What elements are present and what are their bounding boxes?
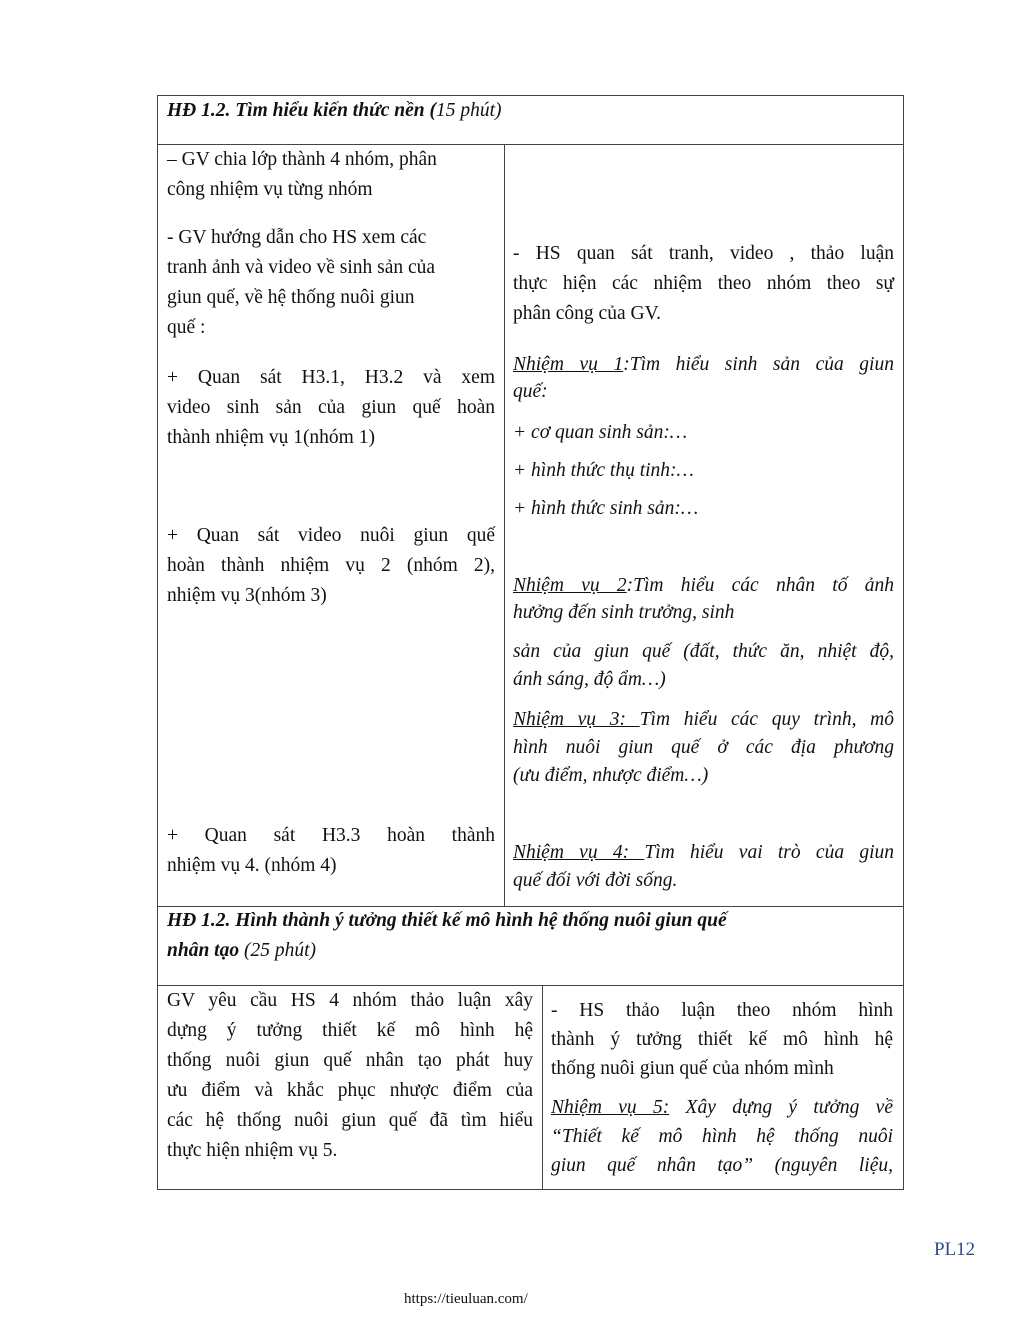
s2-right-para	[551, 996, 893, 1083]
section2-title-line1: HĐ 1.2. Hình thành ý tưởng thiết kế mô hình hệ thống nuôi giun quế	[167, 910, 727, 931]
text-line: phân công của GV.	[513, 303, 662, 324]
text-line	[551, 1093, 893, 1122]
text-line: dựng ý tưởng thiết kế mô hình hệ	[167, 1020, 533, 1041]
text-line: - HS thảo luận theo nhóm hình	[551, 1000, 893, 1021]
section2-title	[167, 906, 895, 966]
text-line: sản của giun quế (đất, thức ăn, nhiệt độ,	[513, 641, 894, 662]
task-3-text: Tìm hiểu các quy trình, mô	[639, 709, 894, 730]
s1-left-para-4	[167, 521, 495, 611]
text-line: tranh ảnh và video về sinh sản của	[167, 257, 436, 278]
s1-task-2	[513, 572, 894, 626]
text-line: giun quế nhân tạo” (nguyên liệu,	[551, 1155, 893, 1176]
text-line: thực hiện các nhiệm theo nhóm theo sự	[513, 273, 894, 294]
text-line: quế:	[513, 381, 548, 402]
task-1-text: :Tìm hiểu sinh sản của giun	[623, 354, 894, 375]
text-line: các hệ thống nuôi giun quế đã tìm hiểu	[167, 1110, 533, 1131]
text-line: + Quan sát video nuôi giun quế	[167, 525, 495, 546]
text-line	[513, 572, 894, 599]
s1-right-para-1	[513, 239, 894, 329]
text-line: ưu điểm và khắc phục nhược điểm của	[167, 1080, 533, 1101]
task-5-text: Xây dựng ý tưởng về	[669, 1097, 893, 1118]
text-line: thực hiện nhiệm vụ 5.	[167, 1140, 338, 1161]
text-line: quế :	[167, 317, 206, 338]
section2-title-time: (25 phút)	[239, 940, 316, 961]
section1-title-time: 15 phút)	[436, 100, 502, 121]
text-line: công nhiệm vụ từng nhóm	[167, 179, 373, 200]
task-3-label: Nhiệm vụ 3:	[513, 709, 640, 730]
s1-left-para-1	[167, 145, 495, 205]
s1-left-para-3	[167, 363, 495, 453]
task-2-text: :Tìm hiểu các nhân tố ảnh	[626, 575, 894, 596]
task-2-label: Nhiệm vụ 2	[513, 575, 627, 596]
text-line: hoàn thành nhiệm vụ 2 (nhóm 2),	[167, 555, 495, 576]
text-line: giun quế, về hệ thống nuôi giun	[167, 287, 415, 308]
s1-task-1-item-c: + hình thức sinh sản:…	[513, 498, 699, 519]
task-4-text: Tìm hiểu vai trò của giun	[644, 842, 894, 863]
text-line: - GV hướng dẫn cho HS xem các	[167, 227, 427, 248]
text-line: - HS quan sát tranh, video , thảo luận	[513, 243, 894, 264]
section2-title-bold: nhân tạo	[167, 940, 240, 961]
text-line: + Quan sát H3.1, H3.2 và xem	[167, 367, 495, 388]
s1-task-1-item-b: + hình thức thụ tinh:…	[513, 460, 694, 481]
text-line: thành ý tưởng thiết kế mô hình hệ	[551, 1029, 893, 1050]
text-line	[513, 706, 894, 734]
s1-task-2-cont	[513, 638, 894, 694]
section1-title	[167, 96, 502, 126]
s1-left-para-2	[167, 223, 495, 343]
text-line: nhiệm vụ 3(nhóm 3)	[167, 585, 327, 606]
text-line: GV yêu cầu HS 4 nhóm thảo luận xây	[167, 990, 533, 1011]
text-line: quế đối với đời sống.	[513, 870, 678, 891]
footer-url[interactable]: https://tieuluan.com/	[404, 1291, 528, 1307]
s1-task-1-item-a: + cơ quan sinh sản:…	[513, 422, 688, 443]
s1-task-1	[513, 351, 894, 405]
text-line	[513, 839, 894, 867]
text-line: thống nuôi giun quế của nhóm mình	[551, 1058, 834, 1079]
text-line: hưởng đến sinh trưởng, sinh	[513, 602, 735, 623]
text-line: hình nuôi giun quế ở các địa phương	[513, 737, 894, 758]
text-line: “Thiết kế mô hình hệ thống nuôi	[551, 1126, 893, 1147]
text-line	[167, 936, 895, 966]
s1-task-3	[513, 706, 894, 790]
s2-left-para	[167, 986, 533, 1166]
text-line: + Quan sát H3.3 hoàn thành	[167, 825, 495, 846]
task-4-label: Nhiệm vụ 4:	[513, 842, 645, 863]
section1-title-bold: HĐ 1.2. Tìm hiểu kiến thức nền (	[167, 100, 436, 121]
text-line: (ưu điểm, nhược điểm…)	[513, 765, 709, 786]
s1-task-4	[513, 839, 894, 895]
task-5-label: Nhiệm vụ 5:	[551, 1097, 670, 1118]
text-line: video sinh sản của giun quế hoàn	[167, 397, 495, 418]
text-line: thống nuôi giun quế nhân tạo phát huy	[167, 1050, 533, 1071]
s2-task-5	[551, 1093, 893, 1180]
text-line: – GV chia lớp thành 4 nhóm, phân	[167, 149, 437, 170]
page-number: PL12	[934, 1239, 976, 1260]
task-1-label: Nhiệm vụ 1	[513, 354, 624, 375]
text-line: thành nhiệm vụ 1(nhóm 1)	[167, 427, 375, 448]
text-line	[513, 351, 894, 378]
text-line: ánh sáng, độ ẩm…)	[513, 669, 666, 690]
s1-left-para-5	[167, 821, 495, 881]
text-line: nhiệm vụ 4. (nhóm 4)	[167, 855, 337, 876]
